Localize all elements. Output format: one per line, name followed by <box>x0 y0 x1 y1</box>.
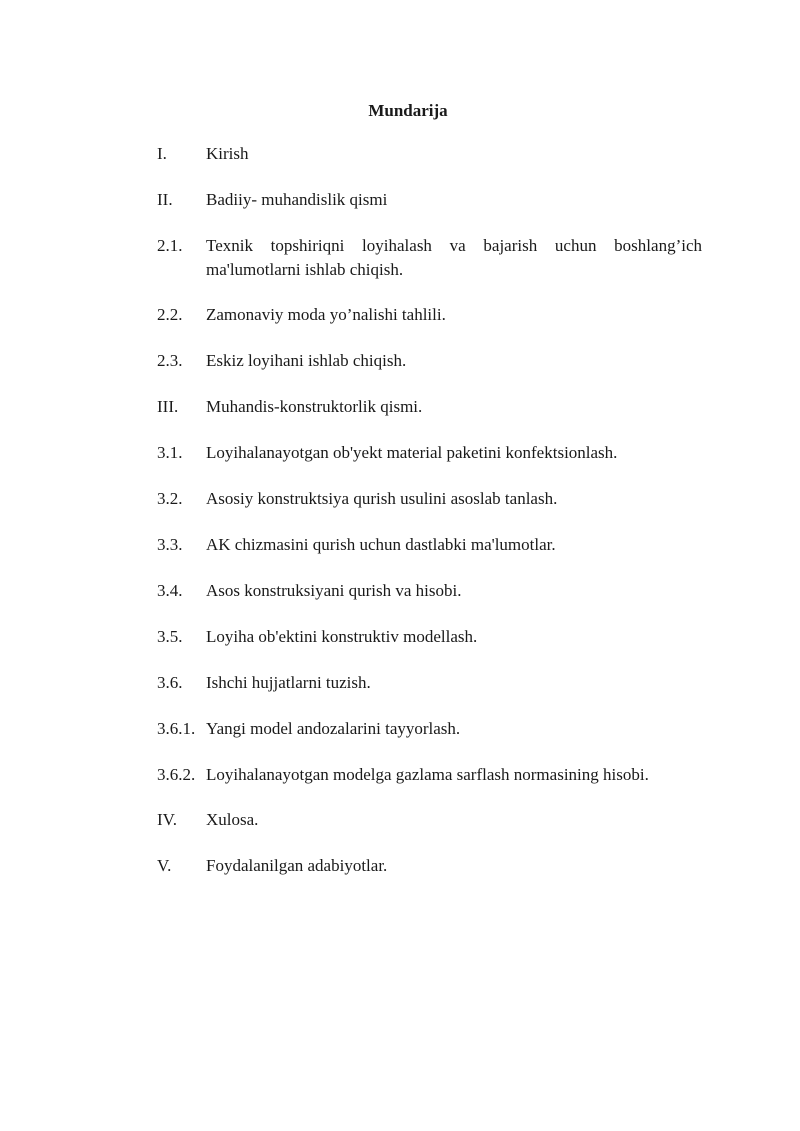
toc-entry-number: 3.5. <box>157 627 183 646</box>
toc-entry-text: Foydalanilgan adabiyotlar. <box>206 856 388 875</box>
toc-entry-asos-konstruksiya <box>157 579 702 603</box>
toc-entry-text: AK chizmasini qurish uchun dastlabki ma'lumotlar. <box>206 535 556 554</box>
toc-entry-text: Texnik topshiriqni loyihalash va bajarish uchun boshlang’ich ma'lumotlarni ishlab chiqish. <box>206 236 702 279</box>
toc-entry-muhandis-konstruktorlik <box>157 395 702 419</box>
toc-entry-ishchi-hujjatlar <box>157 671 702 695</box>
toc-entry-number: V. <box>157 856 172 875</box>
toc-entry-text: Asos konstruksiyani qurish va hisobi. <box>206 581 462 600</box>
toc-entry-number: 3.4. <box>157 581 183 600</box>
toc-entry-text: Zamonaviy moda yo’nalishi tahlili. <box>206 305 446 324</box>
toc-entry-text: Muhandis-konstruktorlik qismi. <box>206 397 423 416</box>
toc-entry-text: Asosiy konstruktsiya qurish usulini asoslab tanlash. <box>206 489 558 508</box>
toc-entry-number: 3.2. <box>157 489 183 508</box>
toc-entry-konstruktiv-modellash <box>157 625 702 649</box>
page-title: Mundarija <box>368 101 448 120</box>
toc-entry-text: Loyiha ob'ektini konstruktiv modellash. <box>206 627 478 646</box>
toc-entry-badiiy-muhandislik <box>157 188 702 212</box>
toc-entry-text: Eskiz loyihani ishlab chiqish. <box>206 351 407 370</box>
toc-entry-text: Ishchi hujjatlarni tuzish. <box>206 673 371 692</box>
toc-entry-andozalar <box>157 717 702 741</box>
toc-entry-material-paketi <box>157 441 702 465</box>
toc-entry-text: Kirish <box>206 144 249 163</box>
toc-entry-text: Loyihalanayotgan ob'yekt material paketini konfektsionlash. <box>206 443 618 462</box>
toc-entry-number: I. <box>157 144 167 163</box>
table-of-contents <box>157 142 702 900</box>
toc-entry-number: IV. <box>157 810 177 829</box>
toc-entry-number: III. <box>157 397 179 416</box>
toc-entry-number: 2.3. <box>157 351 183 370</box>
toc-entry-number: 2.2. <box>157 305 183 324</box>
toc-entry-number: 3.6.2. <box>157 765 196 784</box>
toc-entry-ak-chizmasi <box>157 533 702 557</box>
toc-entry-texnik-topshiriq <box>157 234 702 282</box>
toc-entry-eskiz-loyiha <box>157 349 702 373</box>
toc-entry-text: Badiiy- muhandislik qismi <box>206 190 388 209</box>
toc-entry-xulosa <box>157 808 702 832</box>
toc-entry-number: 3.3. <box>157 535 183 554</box>
toc-entry-number: 3.1. <box>157 443 183 462</box>
toc-entry-kirish <box>157 142 702 166</box>
toc-entry-zamonaviy-moda <box>157 303 702 327</box>
toc-entry-number: II. <box>157 190 173 209</box>
toc-entry-konstruktsiya-usuli <box>157 487 702 511</box>
toc-entry-adabiyotlar <box>157 854 702 878</box>
toc-entry-text: Xulosa. <box>206 810 259 829</box>
toc-entry-number: 3.6.1. <box>157 719 196 738</box>
toc-entry-text: Yangi model andozalarini tayyorlash. <box>206 719 461 738</box>
toc-entry-gazlama-sarflash <box>157 763 702 787</box>
toc-entry-number: 2.1. <box>157 236 183 255</box>
toc-entry-text: Loyihalanayotgan modelga gazlama sarflash normasining hisobi. <box>206 765 649 784</box>
toc-entry-number: 3.6. <box>157 673 183 692</box>
